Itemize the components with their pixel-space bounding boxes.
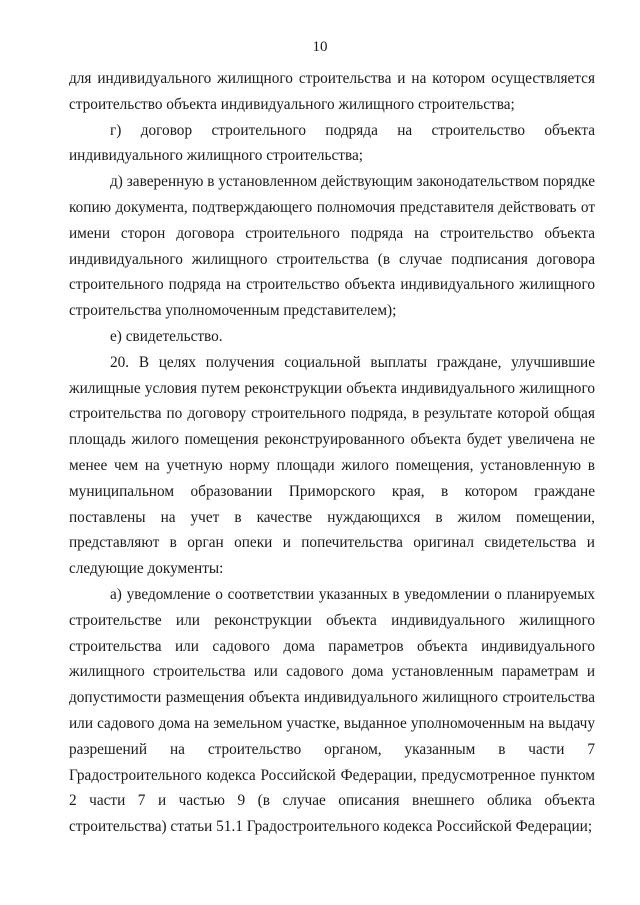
paragraph-item-a: а) уведомление о соответствии указанных в уведомлении о планируемых строительстве или реконструкции объекта индивидуального жилищного строительства или садового дома параметров объекта индивидуального жилищного строительства или садового дома установленным параметрам и допустимости размещения объекта индивидуального жилищного строительства или садового дома на земельном участке, выданное уполномоченным на выдачу разрешений на строительство органом, указанным в части 7 Градостроительного кодекса Российской Федерации, предусмотренное пунктом 2 части 7 и частью 9 (в случае описания внешнего облика объекта строительства) статьи 51.1 Градостроительного кодекса Российской Федерации; — [69, 585, 595, 836]
page-number: 10 — [312, 39, 328, 55]
paragraph-continuation: для индивидуального жилищного строительства и на котором осуществляется строительство объекта индивидуального жилищного строительства; — [69, 70, 595, 113]
paragraph-item-e: е) свидетельство. — [110, 327, 223, 345]
paragraph-item-d: д) заверенную в установленном действующим законодательством порядке копию документа, подтверждающего полномочия представителя действовать от имени сторон договора строительного подряда на строительство объекта индивидуального жилищного строительства (в случае подписания договора строительного подряда на строительство объекта индивидуального жилищного строительства уполномоченным представителем); — [69, 173, 595, 320]
paragraph-clause-20: 20. В целях получения социальной выплаты граждане, улучшившие жилищные условия путем реконструкции объекта индивидуального жилищного строительства по договору строительного подряда, в результате которой общая площадь жилого помещения реконструированного объекта будет увеличена не менее чем на учетную норму площади жилого помещения, установленную в муниципальном образовании Приморского края, в котором граждане поставлены на учет в качестве нуждающихся в жилом помещении, представляют в орган опеки и попечительства оригинал свидетельства и следующие документы: — [69, 353, 595, 578]
document-body — [69, 66, 595, 840]
paragraph-item-g: г) договор строительного подряда на строительство объекта индивидуального жилищного строительства; — [69, 121, 595, 165]
